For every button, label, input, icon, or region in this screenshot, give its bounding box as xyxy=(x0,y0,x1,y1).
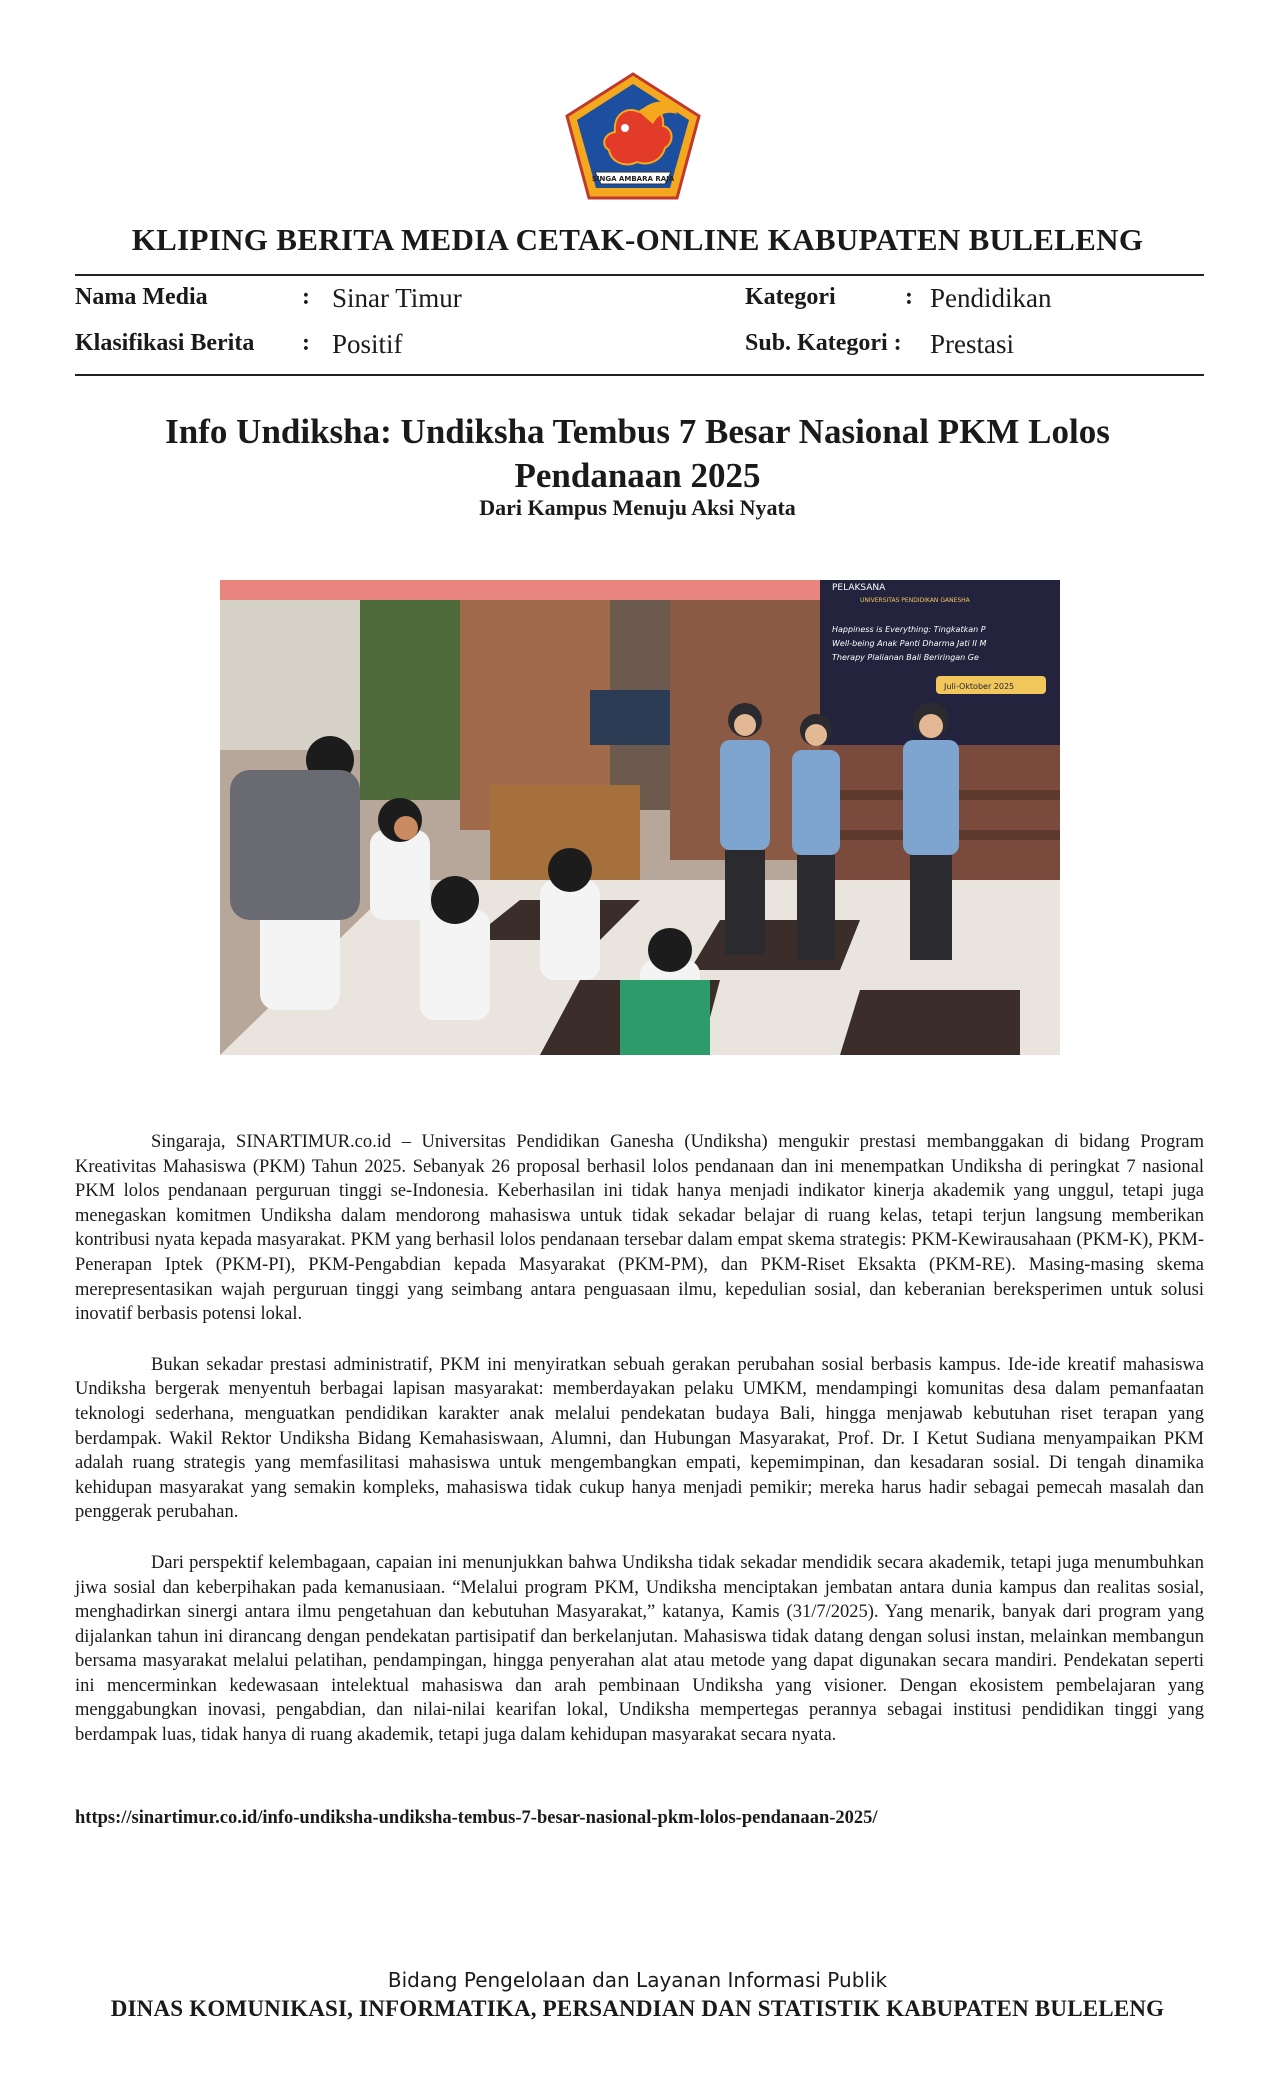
header-divider-bottom xyxy=(75,374,1204,376)
article-paragraph-1: Singaraja, SINARTIMUR.co.id – Universitas Pendidikan Ganesha (Undiksha) mengukir prestasi membanggakan di bidang Program Kreativitas Mahasiswa (PKM) Tahun 2025. Sebanyak 26 proposal berhasil lolos pendanaan dan ini menempatkan Undiksha di peringkat 7 nasional PKM lolos pendanaan perguruan tinggi se-Indonesia. Keberhasilan ini tidak hanya menjadi indikator kinerja akademik yang unggul, tetapi juga menegaskan komitmen Undiksha dalam mendorong mahasiswa untuk tidak sekadar belajar di ruang kelas, tetapi terjun langsung memberikan kontribusi nyata kepada masyarakat. PKM yang berhasil lolos pendanaan tersebar dalam empat skema strategis: PKM-Kewirausahaan (PKM-K), PKM-Penerapan Iptek (PKM-PI), PKM-Pengabdian kepada Masyarakat (PKM-PM), dan PKM-Riset Eksakta (PKM-RE). Masing-masing skema merepresentasikan wajah perguruan tinggi yang seimbang antara penguasaan ilmu, kepedulian sosial, dan keberanian bereksperimen untuk solusi inovatif berbasis potensi lokal. xyxy=(75,1132,1204,1325)
clipping-header-title: KLIPING BERITA MEDIA CETAK-ONLINE KABUPATEN BULELENG xyxy=(131,222,1144,257)
buleleng-emblem-logo xyxy=(565,72,701,200)
category-value: Pendidikan xyxy=(930,283,1052,313)
svg-text:UNIVERSITAS PENDIDIKAN GANESHA: UNIVERSITAS PENDIDIKAN GANESHA xyxy=(860,597,970,604)
svg-text:Juli-Oktober 2025: Juli-Oktober 2025 xyxy=(944,682,1015,691)
media-name-value: Sinar Timur xyxy=(332,283,462,313)
classification-value: Positif xyxy=(332,329,403,359)
header-divider-top xyxy=(75,274,1204,276)
category-label: Kategori xyxy=(745,284,836,310)
footer-department: Bidang Pengelolaan dan Layanan Informasi Publik xyxy=(387,1968,888,1992)
svg-text:SINGA AMBARA RAJA: SINGA AMBARA RAJA xyxy=(591,175,675,183)
svg-text:Therapy Plalianan Bali Beririn: Therapy Plalianan Bali Beriringan Ge xyxy=(832,653,979,662)
footer-agency: DINAS KOMUNIKASI, INFORMATIKA, PERSANDIAN DAN STATISTIK KABUPATEN BULELENG xyxy=(110,1996,1165,2021)
article-paragraph-2: Bukan sekadar prestasi administratif, PKM ini menyiratkan sebuah gerakan perubahan sosial berbasis kampus. Ide-ide kreatif mahasiswa Undiksha bergerak menyentuh berbagai lapisan masyarakat: memberdayakan pelaku UMKM, mendampingi komunitas desa dalam pemanfaatan teknologi sederhana, menguatkan pendidikan karakter anak melalui pendekatan budaya Bali, hingga menjawab kebutuhan riset terapan yang berdampak. Wakil Rektor Undiksha Bidang Kemahasiswaan, Alumni, dan Hubungan Masyarakat, Prof. Dr. I Ketut Sudiana menyampaikan PKM adalah ruang strategis yang memfasilitasi mahasiswa untuk mengembangkan empati, kepemimpinan, dan kesadaran sosial. Di tengah dinamika kehidupan masyarakat yang semakin kompleks, mahasiswa tidak cukup hanya menjadi pemikir; mereka harus hadir sebagai pemecah masalah dan penggerak perubahan. xyxy=(75,1354,1204,1523)
svg-text:PELAKSANA: PELAKSANA xyxy=(832,583,886,593)
category-colon: : xyxy=(905,284,913,310)
article-subtitle: Dari Kampus Menuju Aksi Nyata xyxy=(479,495,796,520)
media-name-colon: : xyxy=(302,284,310,310)
svg-text:Happiness is Everything: Tingk: Happiness is Everything: Tingkatkan P xyxy=(832,625,986,634)
classification-label: Klasifikasi Berita xyxy=(75,330,255,356)
source-url-link[interactable]: https://sinartimur.co.id/info-undiksha-undiksha-tembus-7-besar-nasional-pkm-lolos-pendanaan-2025/ xyxy=(75,1808,878,1828)
subcategory-value: Prestasi xyxy=(930,329,1014,359)
article-title: Info Undiksha: Undiksha Tembus 7 Besar Nasional PKM Lolos Pendanaan 2025 xyxy=(165,412,1110,495)
subcategory-label: Sub. Kategori : xyxy=(745,330,902,356)
article-body xyxy=(75,1130,1204,1774)
media-name-label: Nama Media xyxy=(75,284,208,310)
article-photo xyxy=(220,580,1060,1055)
classification-colon: : xyxy=(302,330,310,356)
svg-text:Well-being Anak Panti Dharma J: Well-being Anak Panti Dharma Jati II M xyxy=(832,639,987,648)
article-paragraph-3: Dari perspektif kelembagaan, capaian ini menunjukkan bahwa Undiksha tidak sekadar mendidik secara akademik, tetapi juga menumbuhkan jiwa sosial dan keberpihakan pada kemanusiaan. “Melalui program PKM, Undiksha menciptakan jembatan antara dunia kampus dan realitas sosial, menghadirkan sinergi antara ilmu pengetahuan dan kebutuhan Masyarakat,” katanya, Kamis (31/7/2025). Yang menarik, banyak dari program yang dijalankan tahun ini dirancang dengan pendekatan partisipatif dan berkelanjutan. Mahasiswa tidak datang dengan solusi instan, melainkan membangun bersama masyarakat melalui pelatihan, pendampingan, hingga penyerahan alat atau metode yang dapat digunakan secara mandiri. Pendekatan seperti ini mencerminkan kedewasaan intelektual mahasiswa dan arah pembinaan Undiksha yang visioner. Dengan ekosistem pembelajaran yang menggabungkan inovasi, pengabdian, dan nilai-nilai kearifan lokal, Undiksha mempertegas perannya sebagai institusi pendidikan tinggi yang berdampak luas, tidak hanya di ruang akademik, tetapi juga dalam kehidupan masyarakat secara nyata. xyxy=(75,1552,1204,1746)
